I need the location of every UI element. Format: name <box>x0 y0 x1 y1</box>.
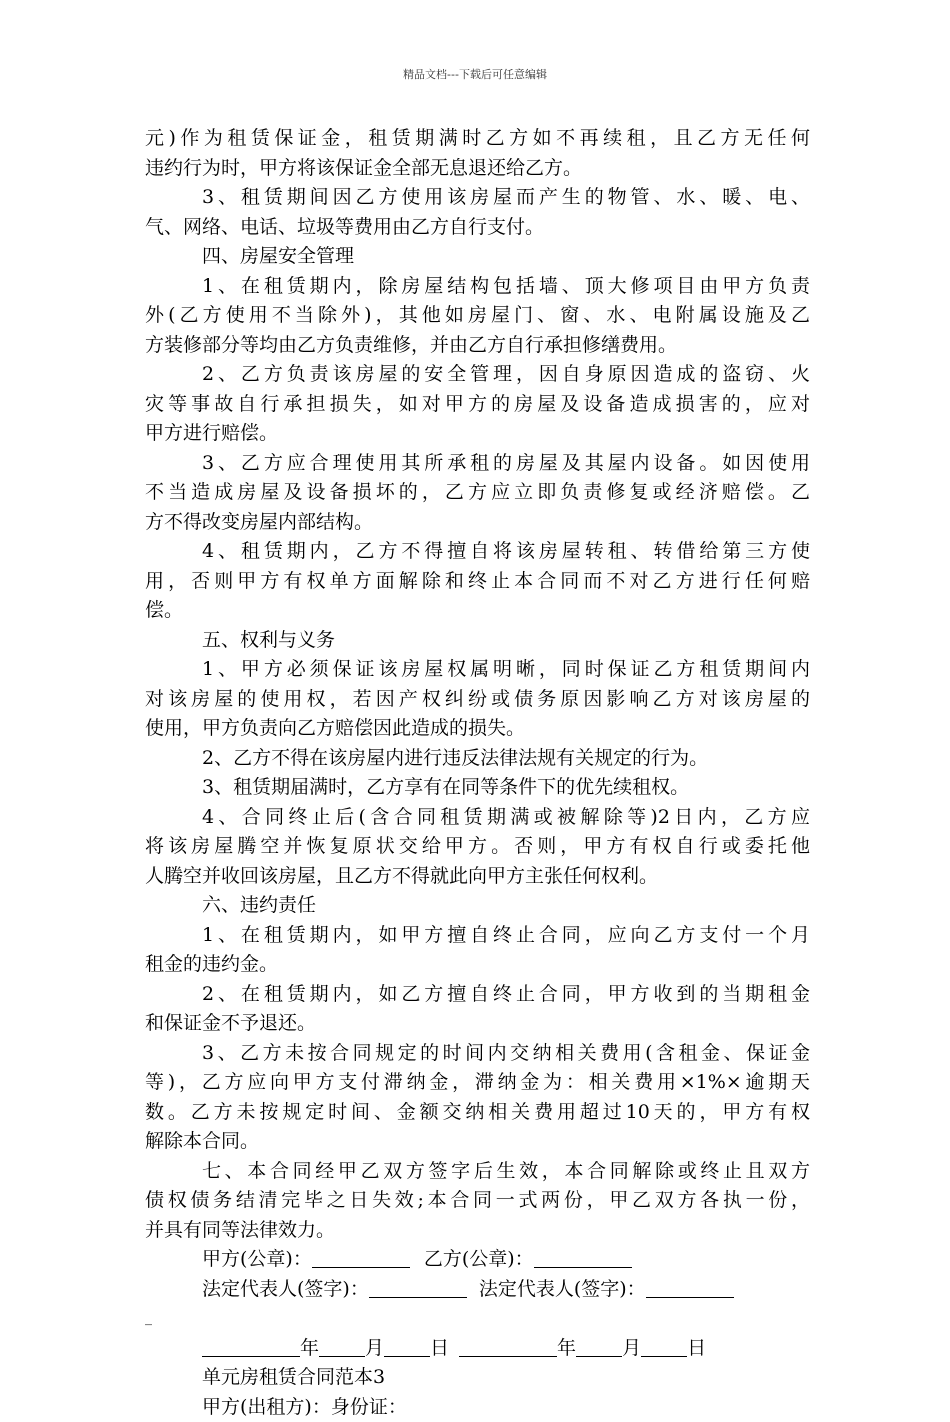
day-a-label: 日 <box>430 1337 449 1359</box>
text-line: 3、乙方未按合同规定的时间内交纳相关费用(含租金、保证金 <box>145 1039 810 1069</box>
text-line: 气、网络、电话、垃圾等费用由乙方自行支付。 <box>145 213 810 243</box>
year-a-label: 年 <box>300 1337 319 1359</box>
text-line: 等)，乙方应向甲方支付滞纳金，滞纳金为：相关费用×1%×逾期天 <box>145 1068 810 1098</box>
text-line: 用，否则甲方有权单方面解除和终止本合同而不对乙方进行任何赔 <box>145 567 810 597</box>
party-a-blank <box>312 1247 410 1268</box>
text-line: 债权债务结清完毕之日失效;本合同一式两份，甲乙双方各执一份， <box>145 1186 810 1216</box>
rep-b-blank <box>646 1277 734 1298</box>
text-line: 4、合同终止后(含合同租赁期满或被解除等)2日内，乙方应 <box>145 803 810 833</box>
rep-b-label: 法定代表人(签字)： <box>479 1278 646 1300</box>
text-line: 2、在租赁期内，如乙方擅自终止合同，甲方收到的当期租金 <box>145 980 810 1010</box>
date-line <box>145 1334 810 1364</box>
text-line: 方不得改变房屋内部结构。 <box>145 508 810 538</box>
day-b-blank <box>641 1336 687 1357</box>
text-line: 外(乙方使用不当除外)，其他如房屋门、窗、水、电附属设施及乙 <box>145 301 810 331</box>
month-b-label: 月 <box>622 1337 641 1359</box>
day-b-label: 日 <box>687 1337 706 1359</box>
text-line: 七、本合同经甲乙双方签字后生效，本合同解除或终止且双方 <box>145 1157 810 1187</box>
month-b-blank <box>576 1336 622 1357</box>
text-line: 元)作为租赁保证金，租赁期满时乙方如不再续租，且乙方无任何 <box>145 124 810 154</box>
section-heading: 四、房屋安全管理 <box>145 242 810 272</box>
text-line: 1、甲方必须保证该房屋权属明晰，同时保证乙方租赁期间内 <box>145 655 810 685</box>
contract-body <box>145 124 810 1422</box>
date-b-blank <box>459 1336 557 1357</box>
text-line: 不当造成房屋及设备损坏的，乙方应立即负责修复或经济赔偿。乙 <box>145 478 810 508</box>
text-line: 甲方进行赔偿。 <box>145 419 810 449</box>
text-line: 解除本合同。 <box>145 1127 810 1157</box>
section-heading: 六、违约责任 <box>145 891 810 921</box>
rep-a-label: 法定代表人(签字)： <box>202 1278 369 1300</box>
party-b-blank <box>534 1247 632 1268</box>
text-line: 3、租赁期间因乙方使用该房屋而产生的物管、水、暖、电、 <box>145 183 810 213</box>
text-line: 2、乙方不得在该房屋内进行违反法律法规有关规定的行为。 <box>145 744 810 774</box>
text-line: 并具有同等法律效力。 <box>145 1216 810 1246</box>
text-line: 租金的违约金。 <box>145 950 810 980</box>
text-line: 使用，甲方负责向乙方赔偿因此造成的损失。 <box>145 714 810 744</box>
signature-line-rep <box>145 1275 810 1305</box>
section-heading: 五、权利与义务 <box>145 626 810 656</box>
rep-a-blank <box>369 1277 467 1298</box>
sample-title: 单元房租赁合同范本3 <box>145 1363 810 1393</box>
text-line: 将该房屋腾空并恢复原状交给甲方。否则，甲方有权自行或委托他 <box>145 832 810 862</box>
party-b-label: 乙方(公章)： <box>424 1248 534 1270</box>
text-line: 3、乙方应合理使用其所承租的房屋及其屋内设备。如因使用 <box>145 449 810 479</box>
month-a-label: 月 <box>365 1337 384 1359</box>
date-a-blank <box>202 1336 300 1357</box>
party-a-label: 甲方(公章)： <box>202 1248 312 1270</box>
text-line: 数。乙方未按规定时间、金额交纳相关费用超过10天的，甲方有权 <box>145 1098 810 1128</box>
text-line: 方装修部分等均由乙方负责维修，并由乙方自行承担修缮费用。 <box>145 331 810 361</box>
signature-line-party <box>145 1245 810 1275</box>
lessor-line: 甲方(出租方)：身份证： <box>145 1393 810 1422</box>
text-line: 偿。 <box>145 596 810 626</box>
text-line: 4、租赁期内，乙方不得擅自将该房屋转租、转借给第三方使 <box>145 537 810 567</box>
text-line: 违约行为时，甲方将该保证金全部无息退还给乙方。 <box>145 154 810 184</box>
month-a-blank <box>319 1336 365 1357</box>
stray-underscore: _ <box>145 1304 810 1334</box>
text-line: 3、租赁期届满时，乙方享有在同等条件下的优先续租权。 <box>145 773 810 803</box>
text-line: 和保证金不予退还。 <box>145 1009 810 1039</box>
text-line: 1、在租赁期内，如甲方擅自终止合同，应向乙方支付一个月 <box>145 921 810 951</box>
text-line: 对该房屋的使用权，若因产权纠纷或债务原因影响乙方对该房屋的 <box>145 685 810 715</box>
text-line: 人腾空并收回该房屋，且乙方不得就此向甲方主张任何权利。 <box>145 862 810 892</box>
day-a-blank <box>384 1336 430 1357</box>
text-line: 2、乙方负责该房屋的安全管理，因自身原因造成的盗窃、火 <box>145 360 810 390</box>
text-line: 灾等事故自行承担损失，如对甲方的房屋及设备造成损害的，应对 <box>145 390 810 420</box>
text-line: 1、在租赁期内，除房屋结构包括墙、顶大修项目由甲方负责 <box>145 272 810 302</box>
page-header: 精品文档---下载后可任意编辑 <box>0 66 950 82</box>
year-b-label: 年 <box>557 1337 576 1359</box>
